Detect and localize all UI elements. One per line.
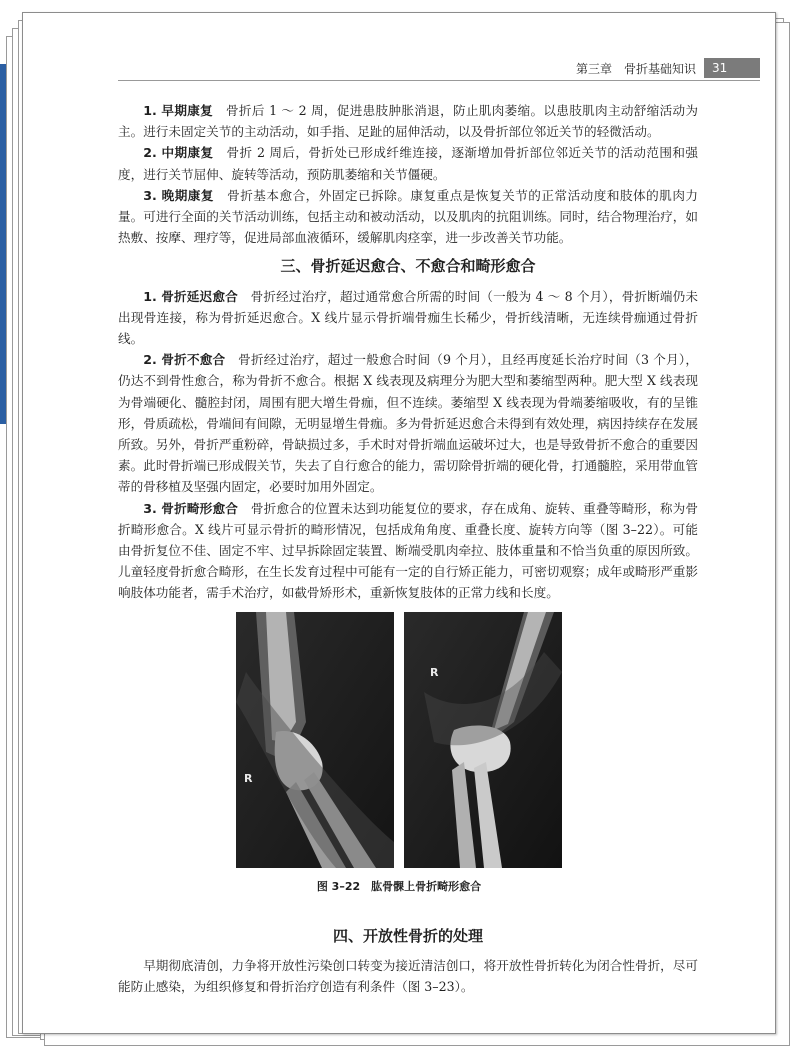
chapter-title: 第三章 骨折基础知识 [575,61,696,76]
xray-image-right [404,612,562,868]
paragraph-text: 骨折基本愈合，外固定已拆除。康复重点是恢复关节的正常活动度和肢体的肌肉力量。可进行全面的关节活动训练，包括主动和被动活动，以及肌肉的抗阻训练。同时，结合物理治疗，如热敷、按摩、理疗等，促进局部血液循环，缓解肌肉痉挛，进一步改善关节功能。 [118,187,699,246]
body-text-lower [118,918,698,998]
paragraph-label: 2. 骨折不愈合 [143,352,226,368]
xray-image-left [236,612,394,868]
paragraph-label: 1. 早期康复 [143,103,214,118]
paragraph-label: 3. 骨折畸形愈合 [143,500,239,516]
figure-caption: 图 3–22 肱骨髁上骨折畸形愈合 [316,880,482,893]
body-text [118,100,698,604]
elbow-xray-graphic [404,612,562,868]
rehab-paragraph-late [118,185,698,249]
paragraph-text: 骨折后 1 ～ 2 周，促进患肢肿胀消退，防止肌肉萎缩。以患肢肌肉主动舒缩活动为主。进行未固定关节的主动活动，如手指、足趾的屈伸活动，以及骨折部位邻近关节的轻微活动。 [118,103,699,140]
malunion-paragraph [118,498,698,604]
running-header [540,58,760,78]
page-number: 31 [704,58,760,78]
open-fracture-paragraph: 早期彻底清创，力争将开放性污染创口转变为接近清洁创口，将开放性骨折转化为闭合性骨折，尽可能防止感染，为组织修复和骨折治疗创造有利条件（图 3–23）。 [118,958,698,995]
paragraph-label: 2. 中期康复 [143,145,214,161]
paragraph-label: 3. 晚期康复 [143,187,214,203]
elbow-xray-graphic [236,612,394,868]
figure-3-22 [236,612,562,868]
paragraph-label: 1. 骨折延迟愈合 [143,288,238,304]
paragraph-text: 骨折愈合的位置未达到功能复位的要求，存在成角、旋转、重叠等畸形，称为骨折畸形愈合。X 线片可显示骨折的畸形情况，包括成角角度、重叠长度、旋转方向等（图 3–22）。可能由骨折复位不佳、固定不牢、过早拆除固定装置、断端受肌肉牵拉、肢体重量和不恰当负重的原因所致。儿童轻度骨折愈合畸形，在生长发育过程中可能有一定的自行矫正能力，可密切观察；成年或畸形严重影响肢体功能者，需手术治疗，如截骨矫形术，重新恢复肢体的正常力线和长度。 [118,500,699,601]
paragraph-text: 骨折经过治疗，超过通常愈合所需的时间（一般为 4 ～ 8 个月），骨折断端仍未出现骨连接，称为骨折延迟愈合。X 线片显示骨折端骨痂生长稀少，骨折线清晰，无连续骨痂通过骨折线。 [118,288,698,347]
header-rule [118,80,760,81]
section-heading: 三、骨折延迟愈合、不愈合和畸形愈合 [280,257,536,276]
rehab-paragraph-early [118,100,698,142]
section-heading: 四、开放性骨折的处理 [332,927,483,945]
nonunion-paragraph [118,349,698,497]
side-marker: R [244,772,253,785]
paragraph-text: 骨折 2 周后，骨折处已形成纤维连接，逐渐增加骨折部位邻近关节的活动范围和强度，进行关节屈伸、旋转等活动，预防肌萎缩和关节僵硬。 [118,145,698,182]
paragraph-text: 骨折经过治疗，超过一般愈合时间（9 个月），且经再度延长治疗时间（3 个月），仍达不到骨性愈合，称为骨折不愈合。根据 X 线表现及病理分为肥大型和萎缩型两种。肥大型 X 线表现为骨端硬化、髓腔封闭，周围有肥大增生骨痂，但不连续。萎缩型 X 线表现为骨端萎缩吸收，有的呈锥形，骨质疏松，骨端间有间隙，无明显增生骨痂。多为骨折延迟愈合未得到有效处理，病因持续存在发展所致。另外，骨折严重粉碎，骨缺损过多，手术时对骨折端血运破坏过大，也是导致骨折不愈合的重要因素。此时骨折端已形成假关节，失去了自行愈合的能力，需切除骨折端的硬化骨，打通髓腔，采用带血管蒂的骨移植及坚强内固定，必要时加用外固定。 [118,352,698,495]
delayed-union-paragraph [118,286,698,350]
side-marker: R [430,666,439,679]
rehab-paragraph-middle [118,142,698,184]
